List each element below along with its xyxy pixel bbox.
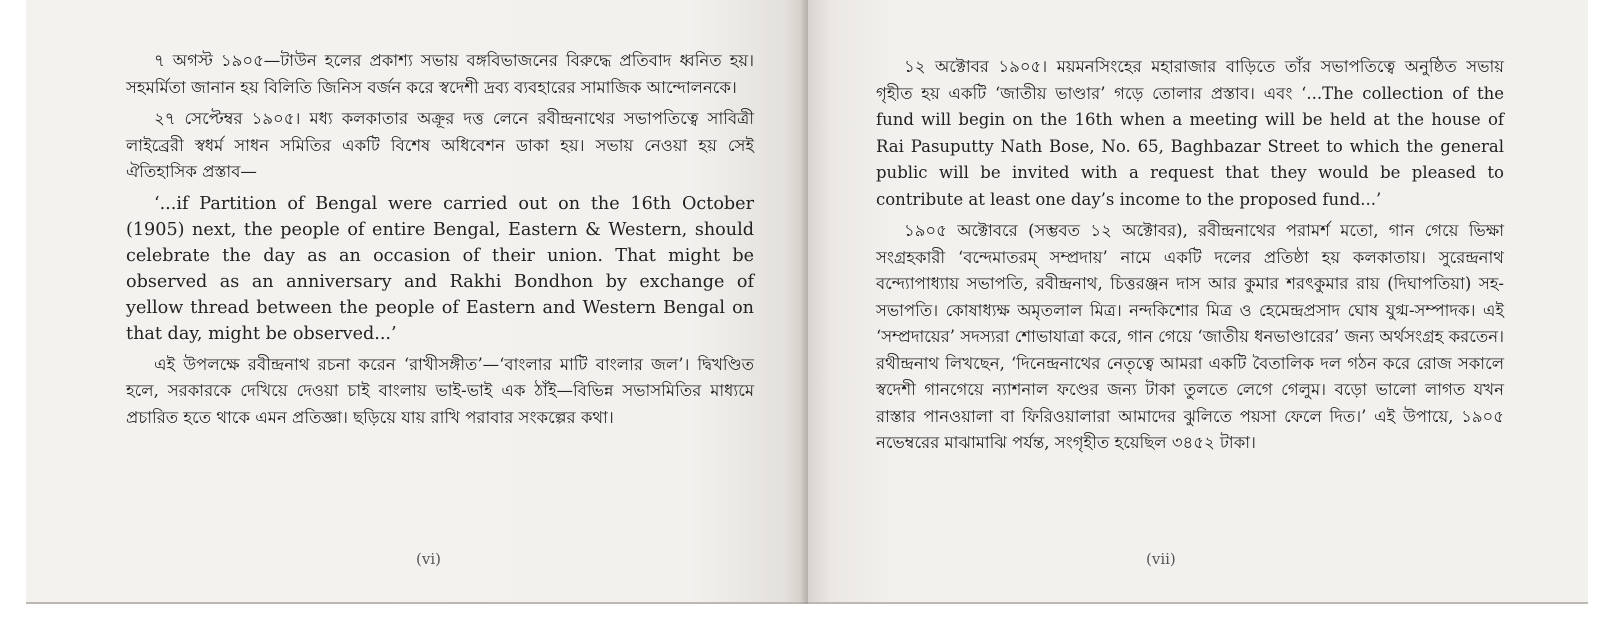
left-page-text bbox=[126, 48, 754, 431]
paragraph-sep-1905: ২৭ সেপ্টেম্বর ১৯০৫। মধ্য কলকাতার অক্রূর দত্ত লেনে রবীন্দ্রনাথের সভাপতিত্বে সাবিত্রী লাইব্রেরী স্বধর্ম সাধন সমিতির একটি বিশেষ অধিবেশন ডাকা হয়। সভায় নেওয়া হয় সেই ঐতিহাসিক প্রস্তাব— bbox=[126, 109, 754, 181]
paragraph-resolution-quote: ‘...if Partition of Bengal were carried out on the 16th October (1905) next, the people of entire Bengal, Eastern & Western, should celebrate the day as an occasion of their union. That might be observed as an anniversary and Rakhi Bondhon by exchange of yellow thread between the people of Eastern and Western Bengal on that day, might be observed...’ bbox=[126, 193, 754, 344]
page-number-right: (vii) bbox=[1146, 550, 1176, 568]
paragraph-bandemataram-sampraday: ১৯০৫ অক্টোবরে (সম্ভবত ১২ অক্টোবর), রবীন্দ্রনাথের পরামর্শ মতো, গান গেয়ে ভিক্ষা সংগ্রহকারী ‘বন্দেমাতরম্ সম্প্রদায়’ নামে একটি দলের প্রতিষ্ঠা হয় কলকাতায়। সুরেন্দ্রনাথ বন্দ্যোপাধ্যায় সভাপতি, রবীন্দ্রনাথ, চিত্তরঞ্জন দাস আর কুমার শরৎকুমার রায় (দিঘাপতিয়া) সহ-সভাপতি। কোষাধ্যক্ষ অমৃতলাল মিত্র। নন্দকিশোর মিত্র ও হেমেন্দ্রপ্রসাদ ঘোষ যুগ্ম-সম্পাদক। এই ‘সম্প্রদায়ের’ সদস্যরা শোভাযাত্রা করে, গান গেয়ে ‘জাতীয় ধনভাণ্ডারের’ জন্য অর্থসংগ্রহ করতেন। রথীন্দ্রনাথ লিখছেন, ‘দিনেন্দ্রনাথের নেতৃত্বে আমরা একটি বৈতালিক দল গঠন করে রোজ সকালে স্বদেশী গানগেয়ে ন্যাশনাল ফণ্ডের জন্য টাকা তুলতে লেগে গেলুম। বড়ো ভালো লাগত যখন রাস্তার পানওয়ালা বা ফিরিওয়ালারা আমাদের ঝুলিতে পয়সা ফেলে দিত।’ এই উপায়ে, ১৯০৫ নভেম্বরের মাঝামাঝি পর্যন্ত, সংগৃহীত হয়েছিল ৩৪৫২ টাকা। bbox=[876, 221, 1504, 452]
right-page-text bbox=[876, 54, 1504, 457]
left-page bbox=[26, 0, 808, 604]
paragraph-oct-12-1905: ১২ অক্টোবর ১৯০৫। ময়মনসিংহের মহারাজার বাড়িতে তাঁর সভাপতিত্বে অনুষ্ঠিত সভায় গৃহীত হয় একটি ‘জাতীয় ভাণ্ডার’ গড়ে তোলার প্রস্তাব। এবং ‘...The collection of the fund will begin on the 16th when a meeting will be held at the house of Rai Pasuputty Nath Bose, No. 65, Baghbazar Street to which the general public will be invited with a request that they would be pleased to contribute at least one day’s income to the proposed fund...’ bbox=[876, 57, 1504, 209]
page-number-left: (vi) bbox=[416, 550, 441, 568]
page-bottom-edge bbox=[26, 604, 1588, 620]
paragraph-rakhi-song: এই উপলক্ষে রবীন্দ্রনাথ রচনা করেন ‘রাখীসঙ্গীত’—‘বাংলার মাটি বাংলার জল’। দ্বিখণ্ডিত হলে, সরকারকে দেখিয়ে দেওয়া চাই বাংলায় ভাই-ভাই এক ঠাঁই—বিভিন্ন সভাসমিতির মাধ্যমে প্রচারিত হতে থাকে এমন প্রতিজ্ঞা। ছড়িয়ে যায় রাখি পরাবার সংকল্পের কথা। bbox=[126, 354, 754, 427]
paragraph-aug-1905: ৭ অগস্ট ১৯০৫—টাউন হলের প্রকাশ্য সভায় বঙ্গবিভাজনের বিরুদ্ধে প্রতিবাদ ধ্বনিত হয়। সহমর্মিতা জানান হয় বিলিতি জিনিস বর্জন করে স্বদেশী দ্রব্য ব্যবহারের সামাজিক আন্দোলনকে। bbox=[126, 51, 754, 97]
right-page bbox=[808, 0, 1588, 604]
